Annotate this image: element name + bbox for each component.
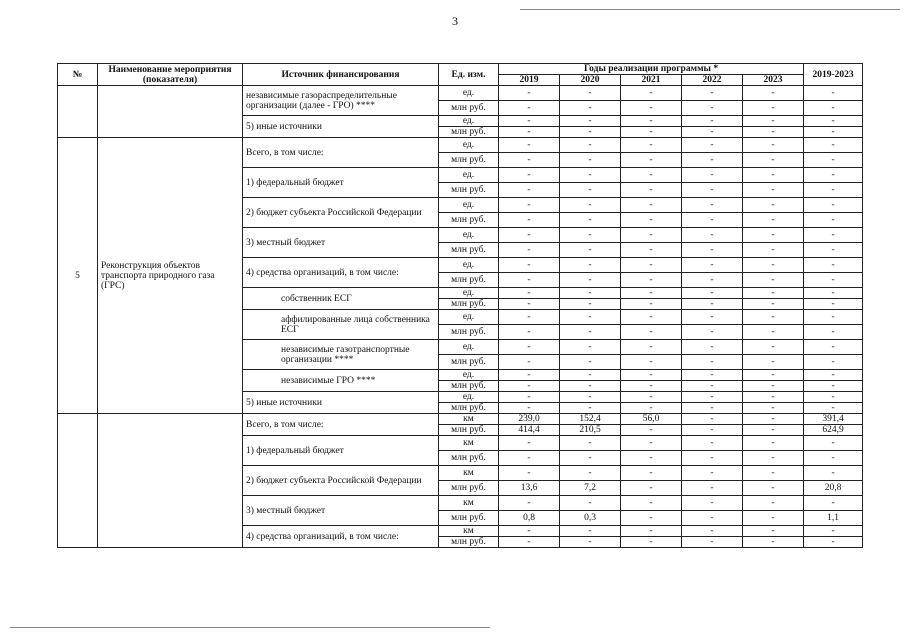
value-cell: - bbox=[499, 496, 560, 511]
value-cell: - bbox=[743, 425, 804, 436]
value-cell: - bbox=[743, 258, 804, 273]
unit-cell: млн руб. bbox=[439, 381, 499, 392]
value-cell: - bbox=[743, 138, 804, 153]
value-cell: - bbox=[621, 403, 682, 414]
source-cell: 2) бюджет субъекта Российской Федерации bbox=[243, 466, 439, 496]
value-cell: - bbox=[499, 370, 560, 381]
source-cell: независимые газораспределительные организации (далее - ГРО) **** bbox=[243, 86, 439, 116]
unit-cell: млн руб. bbox=[439, 451, 499, 466]
value-cell: 210,5 bbox=[560, 425, 621, 436]
value-cell: - bbox=[621, 288, 682, 299]
value-cell: - bbox=[499, 198, 560, 213]
value-cell: - bbox=[743, 183, 804, 198]
value-cell: - bbox=[743, 496, 804, 511]
value-cell: 13,6 bbox=[499, 481, 560, 496]
unit-cell: км bbox=[439, 436, 499, 451]
source-cell: независимые ГРО **** bbox=[243, 370, 439, 392]
value-cell: - bbox=[560, 496, 621, 511]
value-cell: - bbox=[499, 325, 560, 340]
value-cell: - bbox=[804, 381, 863, 392]
value-cell: - bbox=[560, 116, 621, 127]
program-table bbox=[57, 63, 863, 548]
value-cell: - bbox=[743, 153, 804, 168]
value-cell: - bbox=[621, 511, 682, 526]
value-cell: - bbox=[499, 153, 560, 168]
value-cell: 20,8 bbox=[804, 481, 863, 496]
year-2021: 2021 bbox=[621, 75, 682, 86]
value-cell: - bbox=[560, 183, 621, 198]
value-cell: - bbox=[743, 310, 804, 325]
unit-cell: км bbox=[439, 414, 499, 425]
value-cell: - bbox=[621, 127, 682, 138]
source-cell: 5) иные источники bbox=[243, 392, 439, 414]
value-cell: 414,4 bbox=[499, 425, 560, 436]
value-cell: - bbox=[682, 273, 743, 288]
source-cell: 1) федеральный бюджет bbox=[243, 168, 439, 198]
unit-cell: ед. bbox=[439, 310, 499, 325]
unit-cell: ед. bbox=[439, 168, 499, 183]
unit-cell: млн руб. bbox=[439, 127, 499, 138]
unit-cell: млн руб. bbox=[439, 273, 499, 288]
value-cell: - bbox=[499, 288, 560, 299]
value-cell: - bbox=[560, 403, 621, 414]
source-cell: Всего, в том числе: bbox=[243, 414, 439, 436]
value-cell: - bbox=[621, 138, 682, 153]
value-cell: - bbox=[560, 392, 621, 403]
value-cell: - bbox=[682, 481, 743, 496]
value-cell: - bbox=[621, 101, 682, 116]
value-cell: - bbox=[682, 288, 743, 299]
source-cell: 4) средства организаций, в том числе: bbox=[243, 526, 439, 548]
value-cell: - bbox=[560, 101, 621, 116]
source-cell: 2) бюджет субъекта Российской Федерации bbox=[243, 198, 439, 228]
value-cell: - bbox=[560, 153, 621, 168]
value-cell: - bbox=[743, 288, 804, 299]
value-cell: - bbox=[621, 299, 682, 310]
value-cell: 1,1 bbox=[804, 511, 863, 526]
value-cell: - bbox=[682, 183, 743, 198]
source-cell: 3) местный бюджет bbox=[243, 496, 439, 526]
year-2023: 2023 bbox=[743, 75, 804, 86]
row-name-cell: Реконструкция объектов транспорта природного газа (ГРС) bbox=[98, 138, 243, 414]
value-cell: - bbox=[743, 127, 804, 138]
year-2020: 2020 bbox=[560, 75, 621, 86]
value-cell: 391,4 bbox=[804, 414, 863, 425]
table-row bbox=[58, 414, 863, 425]
row-no-cell bbox=[58, 86, 98, 138]
value-cell: - bbox=[621, 481, 682, 496]
value-cell: - bbox=[560, 198, 621, 213]
value-cell: - bbox=[804, 288, 863, 299]
col-years-title: Годы реализации программы * bbox=[499, 64, 804, 75]
value-cell: - bbox=[804, 370, 863, 381]
value-cell: - bbox=[621, 198, 682, 213]
value-cell: - bbox=[743, 381, 804, 392]
value-cell: - bbox=[682, 381, 743, 392]
value-cell: - bbox=[682, 258, 743, 273]
value-cell: - bbox=[743, 213, 804, 228]
value-cell: - bbox=[804, 273, 863, 288]
value-cell: - bbox=[804, 168, 863, 183]
value-cell: - bbox=[560, 310, 621, 325]
col-total: 2019-2023 bbox=[804, 64, 863, 86]
unit-cell: млн руб. bbox=[439, 511, 499, 526]
value-cell: - bbox=[499, 392, 560, 403]
value-cell: - bbox=[499, 526, 560, 537]
value-cell: - bbox=[743, 481, 804, 496]
value-cell: - bbox=[621, 381, 682, 392]
value-cell: - bbox=[682, 168, 743, 183]
page-number: 3 bbox=[452, 14, 458, 28]
value-cell: - bbox=[743, 340, 804, 355]
value-cell: - bbox=[499, 243, 560, 258]
value-cell: - bbox=[560, 258, 621, 273]
value-cell: - bbox=[804, 340, 863, 355]
year-2019: 2019 bbox=[499, 75, 560, 86]
value-cell: 152,4 bbox=[560, 414, 621, 425]
row-no-cell: 5 bbox=[58, 138, 98, 414]
value-cell: - bbox=[621, 116, 682, 127]
value-cell: - bbox=[499, 310, 560, 325]
source-cell: 3) местный бюджет bbox=[243, 228, 439, 258]
value-cell: - bbox=[499, 381, 560, 392]
value-cell: - bbox=[804, 116, 863, 127]
value-cell: - bbox=[743, 168, 804, 183]
value-cell: - bbox=[743, 273, 804, 288]
value-cell: - bbox=[682, 101, 743, 116]
value-cell: - bbox=[682, 299, 743, 310]
value-cell: - bbox=[499, 403, 560, 414]
value-cell: 7,2 bbox=[560, 481, 621, 496]
value-cell: - bbox=[499, 138, 560, 153]
value-cell: - bbox=[743, 392, 804, 403]
table-row bbox=[58, 138, 863, 153]
source-cell: собственник ЕСГ bbox=[243, 288, 439, 310]
source-cell: 5) иные источники bbox=[243, 116, 439, 138]
value-cell: - bbox=[621, 425, 682, 436]
unit-cell: млн руб. bbox=[439, 425, 499, 436]
value-cell: - bbox=[499, 466, 560, 481]
value-cell: - bbox=[682, 496, 743, 511]
value-cell: - bbox=[804, 86, 863, 101]
value-cell: - bbox=[682, 466, 743, 481]
value-cell: - bbox=[621, 213, 682, 228]
value-cell: - bbox=[804, 228, 863, 243]
value-cell: - bbox=[804, 127, 863, 138]
source-cell: Всего, в том числе: bbox=[243, 138, 439, 168]
unit-cell: ед. bbox=[439, 138, 499, 153]
value-cell: - bbox=[621, 310, 682, 325]
unit-cell: млн руб. bbox=[439, 243, 499, 258]
value-cell: - bbox=[804, 310, 863, 325]
unit-cell: ед. bbox=[439, 258, 499, 273]
value-cell: - bbox=[743, 198, 804, 213]
value-cell: - bbox=[682, 243, 743, 258]
value-cell: - bbox=[804, 436, 863, 451]
value-cell: - bbox=[804, 101, 863, 116]
value-cell: - bbox=[560, 370, 621, 381]
value-cell: - bbox=[499, 183, 560, 198]
value-cell: - bbox=[804, 526, 863, 537]
value-cell: - bbox=[682, 451, 743, 466]
value-cell: - bbox=[743, 101, 804, 116]
value-cell: - bbox=[743, 299, 804, 310]
value-cell: - bbox=[743, 537, 804, 548]
value-cell: - bbox=[804, 198, 863, 213]
value-cell: - bbox=[743, 436, 804, 451]
value-cell: - bbox=[743, 86, 804, 101]
value-cell: - bbox=[560, 299, 621, 310]
value-cell: - bbox=[499, 101, 560, 116]
value-cell: - bbox=[621, 168, 682, 183]
value-cell: - bbox=[621, 370, 682, 381]
unit-cell: км bbox=[439, 526, 499, 537]
value-cell: - bbox=[621, 355, 682, 370]
value-cell: - bbox=[743, 414, 804, 425]
value-cell: - bbox=[621, 496, 682, 511]
col-source: Источник финансирования bbox=[243, 64, 439, 86]
value-cell: - bbox=[682, 526, 743, 537]
unit-cell: млн руб. bbox=[439, 213, 499, 228]
value-cell: - bbox=[743, 370, 804, 381]
unit-cell: млн руб. bbox=[439, 403, 499, 414]
value-cell: - bbox=[804, 325, 863, 340]
unit-cell: млн руб. bbox=[439, 101, 499, 116]
value-cell: - bbox=[560, 325, 621, 340]
source-cell: независимые газотранспортные организации **** bbox=[243, 340, 439, 370]
value-cell: - bbox=[560, 436, 621, 451]
scan-artifact-line bbox=[10, 627, 490, 628]
value-cell: - bbox=[682, 86, 743, 101]
value-cell: - bbox=[560, 127, 621, 138]
value-cell: - bbox=[682, 370, 743, 381]
value-cell: - bbox=[682, 116, 743, 127]
value-cell: - bbox=[621, 392, 682, 403]
value-cell: - bbox=[743, 116, 804, 127]
value-cell: - bbox=[499, 537, 560, 548]
value-cell: - bbox=[743, 451, 804, 466]
value-cell: - bbox=[499, 213, 560, 228]
value-cell: - bbox=[682, 127, 743, 138]
value-cell: - bbox=[499, 127, 560, 138]
value-cell: - bbox=[560, 168, 621, 183]
value-cell: - bbox=[621, 153, 682, 168]
value-cell: - bbox=[804, 153, 863, 168]
col-name: Наименование мероприятия (показателя) bbox=[98, 64, 243, 86]
value-cell: - bbox=[743, 526, 804, 537]
value-cell: - bbox=[743, 466, 804, 481]
value-cell: - bbox=[499, 86, 560, 101]
value-cell: - bbox=[560, 243, 621, 258]
year-2022: 2022 bbox=[682, 75, 743, 86]
value-cell: - bbox=[621, 86, 682, 101]
value-cell: - bbox=[682, 403, 743, 414]
unit-cell: ед. bbox=[439, 228, 499, 243]
value-cell: - bbox=[621, 325, 682, 340]
value-cell: - bbox=[804, 183, 863, 198]
value-cell: - bbox=[560, 288, 621, 299]
value-cell: - bbox=[804, 392, 863, 403]
value-cell: - bbox=[804, 299, 863, 310]
value-cell: - bbox=[621, 258, 682, 273]
unit-cell: млн руб. bbox=[439, 325, 499, 340]
value-cell: - bbox=[621, 526, 682, 537]
value-cell: - bbox=[743, 325, 804, 340]
value-cell: - bbox=[621, 436, 682, 451]
value-cell: - bbox=[499, 273, 560, 288]
value-cell: - bbox=[621, 537, 682, 548]
col-unit: Ед. изм. bbox=[439, 64, 499, 86]
value-cell: - bbox=[743, 355, 804, 370]
value-cell: - bbox=[804, 138, 863, 153]
value-cell: - bbox=[682, 340, 743, 355]
table-row bbox=[58, 86, 863, 101]
value-cell: - bbox=[560, 451, 621, 466]
value-cell: - bbox=[621, 451, 682, 466]
row-name-cell bbox=[98, 414, 243, 548]
unit-cell: млн руб. bbox=[439, 153, 499, 168]
value-cell: - bbox=[682, 392, 743, 403]
unit-cell: млн руб. bbox=[439, 537, 499, 548]
value-cell: 0,8 bbox=[499, 511, 560, 526]
value-cell: 239,0 bbox=[499, 414, 560, 425]
value-cell: - bbox=[743, 243, 804, 258]
value-cell: - bbox=[804, 258, 863, 273]
value-cell: - bbox=[804, 537, 863, 548]
value-cell: - bbox=[682, 436, 743, 451]
unit-cell: км bbox=[439, 496, 499, 511]
value-cell: - bbox=[499, 168, 560, 183]
value-cell: 0,3 bbox=[560, 511, 621, 526]
value-cell: - bbox=[560, 138, 621, 153]
value-cell: - bbox=[621, 183, 682, 198]
value-cell: - bbox=[560, 381, 621, 392]
value-cell: - bbox=[499, 451, 560, 466]
unit-cell: км bbox=[439, 466, 499, 481]
value-cell: - bbox=[499, 436, 560, 451]
value-cell: - bbox=[804, 243, 863, 258]
unit-cell: млн руб. bbox=[439, 355, 499, 370]
value-cell: - bbox=[560, 526, 621, 537]
col-no: № bbox=[58, 64, 98, 86]
value-cell: - bbox=[560, 355, 621, 370]
value-cell: - bbox=[682, 537, 743, 548]
value-cell: - bbox=[804, 496, 863, 511]
value-cell: - bbox=[621, 228, 682, 243]
value-cell: - bbox=[743, 403, 804, 414]
value-cell: - bbox=[560, 213, 621, 228]
value-cell: - bbox=[560, 537, 621, 548]
value-cell: - bbox=[499, 355, 560, 370]
scan-artifact-line bbox=[520, 9, 900, 10]
value-cell: 56,0 bbox=[621, 414, 682, 425]
value-cell: 624,9 bbox=[804, 425, 863, 436]
value-cell: - bbox=[682, 511, 743, 526]
value-cell: - bbox=[743, 228, 804, 243]
source-cell: 4) средства организаций, в том числе: bbox=[243, 258, 439, 288]
value-cell: - bbox=[560, 273, 621, 288]
unit-cell: млн руб. bbox=[439, 299, 499, 310]
unit-cell: ед. bbox=[439, 116, 499, 127]
value-cell: - bbox=[743, 511, 804, 526]
value-cell: - bbox=[682, 425, 743, 436]
value-cell: - bbox=[621, 243, 682, 258]
value-cell: - bbox=[682, 198, 743, 213]
row-name-cell bbox=[98, 86, 243, 138]
value-cell: - bbox=[682, 228, 743, 243]
unit-cell: ед. bbox=[439, 392, 499, 403]
unit-cell: ед. bbox=[439, 340, 499, 355]
value-cell: - bbox=[499, 299, 560, 310]
value-cell: - bbox=[560, 340, 621, 355]
value-cell: - bbox=[682, 138, 743, 153]
unit-cell: ед. bbox=[439, 370, 499, 381]
value-cell: - bbox=[499, 340, 560, 355]
value-cell: - bbox=[682, 310, 743, 325]
value-cell: - bbox=[682, 414, 743, 425]
value-cell: - bbox=[621, 273, 682, 288]
value-cell: - bbox=[682, 213, 743, 228]
source-cell: 1) федеральный бюджет bbox=[243, 436, 439, 466]
value-cell: - bbox=[499, 258, 560, 273]
value-cell: - bbox=[682, 325, 743, 340]
value-cell: - bbox=[621, 340, 682, 355]
value-cell: - bbox=[621, 466, 682, 481]
value-cell: - bbox=[560, 228, 621, 243]
unit-cell: ед. bbox=[439, 86, 499, 101]
unit-cell: ед. bbox=[439, 288, 499, 299]
value-cell: - bbox=[804, 451, 863, 466]
value-cell: - bbox=[560, 86, 621, 101]
value-cell: - bbox=[804, 355, 863, 370]
unit-cell: млн руб. bbox=[439, 481, 499, 496]
unit-cell: ед. bbox=[439, 198, 499, 213]
value-cell: - bbox=[804, 213, 863, 228]
unit-cell: млн руб. bbox=[439, 183, 499, 198]
value-cell: - bbox=[804, 403, 863, 414]
value-cell: - bbox=[499, 116, 560, 127]
value-cell: - bbox=[499, 228, 560, 243]
value-cell: - bbox=[560, 466, 621, 481]
value-cell: - bbox=[804, 466, 863, 481]
value-cell: - bbox=[682, 355, 743, 370]
row-no-cell bbox=[58, 414, 98, 548]
value-cell: - bbox=[682, 153, 743, 168]
source-cell: аффилированные лица собственника ЕСГ bbox=[243, 310, 439, 340]
